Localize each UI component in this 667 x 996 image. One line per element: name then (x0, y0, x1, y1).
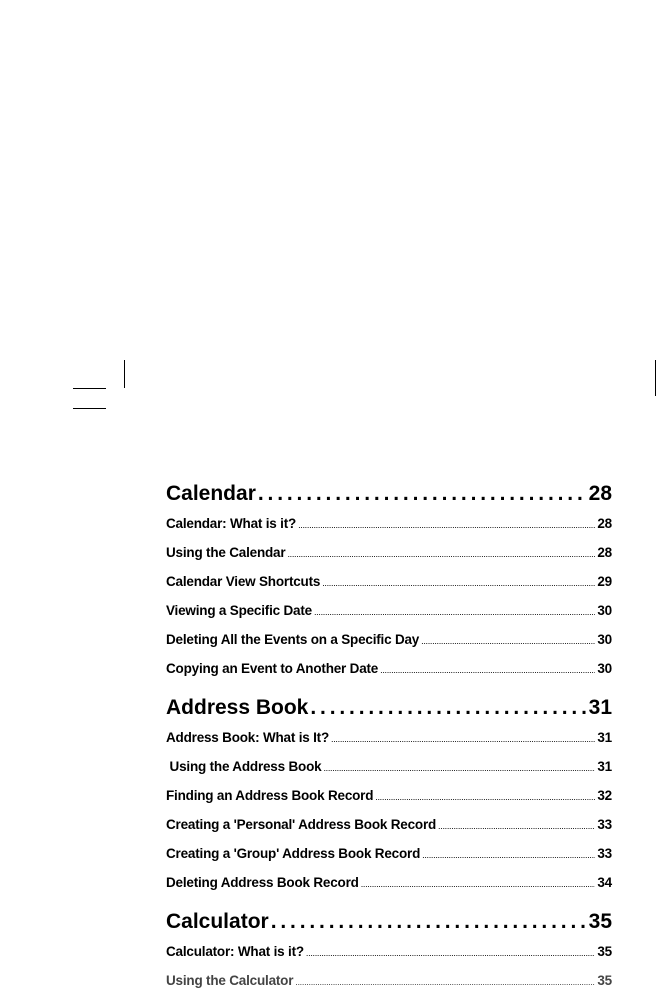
entry-label: Copying an Event to Another Date (166, 661, 379, 676)
entry-page-number: 30 (597, 632, 612, 647)
entry-page-number: 32 (597, 788, 612, 803)
crop-mark-horizontal-top (73, 388, 106, 389)
toc-entry[interactable] (166, 938, 612, 967)
toc-entry[interactable] (166, 724, 612, 753)
entry-page-number: 35 (597, 944, 612, 959)
dot-leader (314, 597, 595, 626)
toc-entry[interactable] (166, 510, 612, 539)
entry-page-number: 33 (597, 817, 612, 832)
entry-label: Deleting All the Events on a Specific Day (166, 632, 420, 647)
crop-mark-vertical-right (655, 360, 656, 396)
entry-page-number: 30 (597, 603, 612, 618)
entry-page-number: 33 (597, 846, 612, 861)
entry-label: Viewing a Specific Date (166, 603, 312, 618)
dot-leader (331, 724, 595, 753)
toc-entry[interactable] (166, 811, 612, 840)
entry-label: Deleting Address Book Record (166, 875, 359, 890)
toc-entry[interactable] (166, 597, 612, 626)
entry-label: Finding an Address Book Record (166, 788, 374, 803)
entry-label: Using the Calendar (166, 545, 286, 560)
toc-entry[interactable] (166, 967, 612, 996)
entry-label: Using the Address Book (166, 759, 322, 774)
section-page-number: 35 (588, 910, 612, 933)
toc-entry[interactable] (166, 840, 612, 869)
dot-leader (271, 906, 587, 938)
entry-page-number: 29 (597, 574, 612, 589)
entry-label: Calculator: What is it? (166, 944, 304, 959)
dot-leader (438, 811, 595, 840)
toc-section-calculator[interactable] (166, 906, 612, 938)
section-page-number: 28 (588, 482, 612, 505)
toc-section-calendar[interactable] (166, 478, 612, 510)
entry-page-number: 30 (597, 661, 612, 676)
toc-entry[interactable] (166, 869, 612, 898)
section-title: Calculator (166, 910, 269, 933)
dot-leader (422, 840, 595, 869)
entry-page-number: 28 (597, 545, 612, 560)
dot-leader (380, 655, 595, 684)
entry-page-number: 31 (597, 759, 612, 774)
dot-leader (310, 692, 586, 724)
dot-leader (323, 753, 595, 782)
section-page-number: 31 (588, 696, 612, 719)
entry-page-number: 28 (597, 516, 612, 531)
dot-leader (375, 782, 595, 811)
dot-leader (298, 510, 595, 539)
toc-entry[interactable] (166, 782, 612, 811)
entry-page-number: 31 (597, 730, 612, 745)
section-title: Calendar (166, 482, 256, 505)
entry-page-number: 34 (597, 875, 612, 890)
dot-leader (287, 539, 595, 568)
toc-entry[interactable] (166, 539, 612, 568)
crop-mark-horizontal-bottom (73, 408, 106, 409)
table-of-contents (166, 478, 612, 996)
section-title: Address Book (166, 696, 309, 719)
toc-entry[interactable] (166, 568, 612, 597)
dot-leader (421, 626, 595, 655)
entry-label: Creating a 'Group' Address Book Record (166, 846, 421, 861)
dot-leader (306, 938, 595, 967)
toc-entry[interactable] (166, 626, 612, 655)
toc-entry[interactable] (166, 655, 612, 684)
entry-page-number: 35 (597, 973, 612, 988)
dot-leader (361, 869, 596, 898)
crop-mark-vertical-left (124, 360, 125, 388)
entry-label: Using the Calculator (166, 973, 294, 988)
entry-label: Address Book: What is It? (166, 730, 330, 745)
entry-label: Creating a 'Personal' Address Book Record (166, 817, 437, 832)
dot-leader (258, 478, 587, 510)
toc-entry[interactable] (166, 753, 612, 782)
entry-label: Calendar View Shortcuts (166, 574, 321, 589)
dot-leader (322, 568, 595, 597)
dot-leader (295, 967, 595, 996)
toc-section-address-book[interactable] (166, 692, 612, 724)
entry-label: Calendar: What is it? (166, 516, 297, 531)
